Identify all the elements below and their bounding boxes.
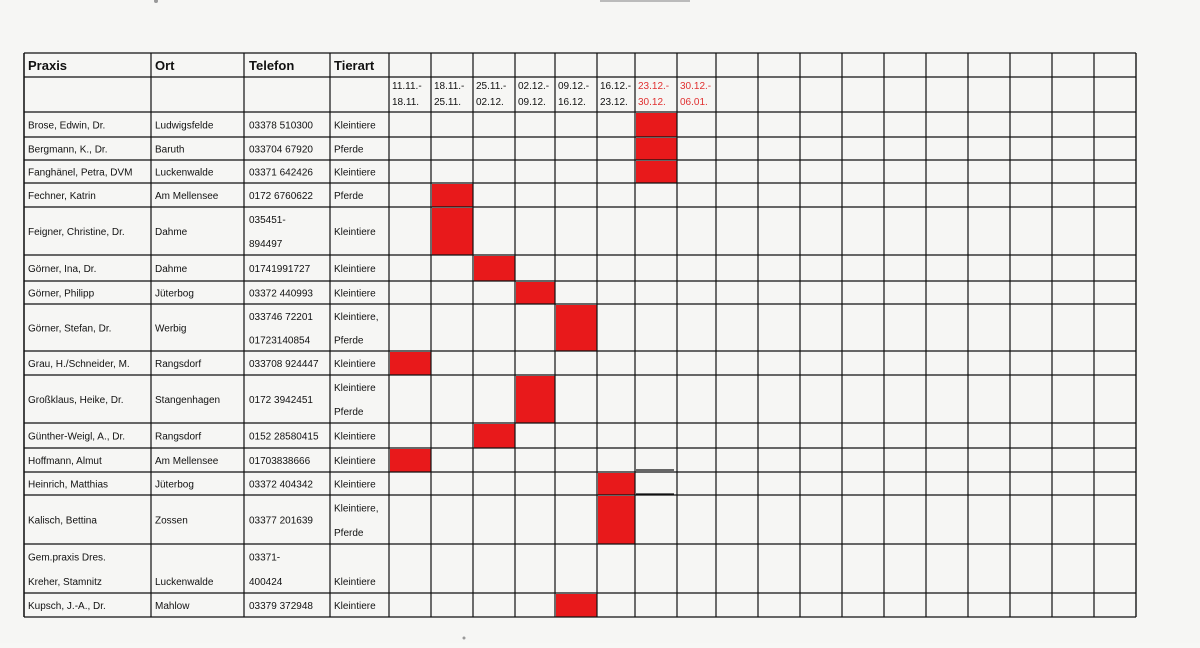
cell-ort: Dahme — [155, 264, 188, 275]
cell-telefon: 03371 642426 — [249, 167, 313, 179]
duty-cell — [556, 594, 597, 617]
duty-cell — [516, 282, 555, 304]
cell-ort: Jüterbog — [155, 288, 194, 300]
cell-ort: Baruth — [155, 144, 185, 156]
duty-cell — [432, 208, 473, 255]
cell-telefon: 033704 67920 — [249, 144, 313, 156]
cell-ort: Mahlow — [155, 601, 190, 612]
cell-telefon: 01703838666 — [249, 456, 311, 467]
cell-praxis: Gem.praxis Dres. — [28, 552, 106, 564]
duty-cell — [474, 256, 515, 281]
duty-cell — [432, 184, 473, 207]
header-ort: Ort — [155, 58, 175, 73]
duty-cell — [636, 138, 677, 160]
duty-cell — [598, 473, 635, 495]
cell-ort: Jüterbog — [155, 479, 194, 491]
cell-telefon: 03379 372948 — [249, 601, 313, 612]
cell-ort: Stangenhagen — [155, 395, 221, 406]
cell-telefon: 0172 6760622 — [249, 191, 313, 202]
cell-telefon: 03371- — [249, 552, 281, 564]
period-from: 02.12.- — [518, 81, 550, 92]
cell-tierart: Kleintiere — [334, 288, 376, 300]
cell-praxis: Grau, H./Schneider, M. — [28, 359, 130, 370]
cell-tierart: Kleintiere, — [334, 311, 379, 323]
period-to: 30.12. — [638, 97, 666, 108]
period-from: 16.12.- — [600, 81, 632, 92]
period-from: 18.11.- — [434, 81, 465, 92]
cell-telefon: 035451- — [249, 215, 286, 226]
header-telefon: Telefon — [249, 58, 295, 73]
cell-tierart: Kleintiere — [334, 359, 376, 370]
cell-telefon: 03378 510300 — [249, 120, 313, 132]
duty-cell — [390, 352, 431, 375]
cell-tierart: Kleintiere — [334, 227, 376, 238]
duty-cell — [556, 305, 597, 351]
cell-praxis: Bergmann, K., Dr. — [28, 144, 108, 156]
cell-tierart: Kleintiere — [334, 576, 376, 588]
cell-telefon: 400424 — [249, 576, 283, 588]
cell-tierart: Kleintiere — [334, 431, 376, 443]
header-tierart: Tierart — [334, 58, 375, 73]
cell-praxis: Brose, Edwin, Dr. — [28, 120, 106, 132]
cell-telefon: 0172 3942451 — [249, 395, 313, 406]
scan-speck — [600, 0, 690, 2]
cell-telefon: 033746 72201 — [249, 311, 313, 323]
duty-cell — [636, 161, 677, 183]
cell-tierart: Kleintiere — [334, 601, 376, 612]
cell-tierart: Kleintiere — [334, 167, 376, 179]
cell-telefon: 03377 201639 — [249, 515, 313, 527]
cell-telefon: 01723140854 — [249, 335, 311, 347]
period-to: 25.11. — [434, 97, 462, 108]
cell-praxis: Kupsch, J.-A., Dr. — [28, 601, 106, 612]
period-from: 11.11.- — [392, 81, 422, 92]
cell-ort: Rangsdorf — [155, 359, 202, 370]
cell-ort: Luckenwalde — [155, 576, 214, 588]
cell-ort: Ludwigsfelde — [155, 120, 214, 132]
cell-praxis: Görner, Ina, Dr. — [28, 264, 97, 275]
cell-praxis: Heinrich, Matthias — [28, 479, 109, 491]
cell-praxis: Görner, Philipp — [28, 288, 95, 300]
duty-cell — [636, 113, 677, 137]
cell-tierart: Pferde — [334, 335, 364, 347]
cell-tierart: Kleintiere — [334, 120, 376, 132]
period-to: 23.12. — [600, 97, 628, 108]
cell-tierart: Kleintiere — [334, 479, 376, 491]
period-to: 16.12. — [558, 97, 586, 108]
cell-praxis: Feigner, Christine, Dr. — [28, 227, 125, 238]
cell-ort: Werbig — [155, 323, 187, 335]
cell-ort: Am Mellensee — [155, 456, 219, 467]
cell-praxis: Großklaus, Heike, Dr. — [28, 395, 124, 406]
duty-cell — [390, 449, 431, 472]
cell-praxis: Kreher, Stamnitz — [28, 576, 102, 588]
duty-cell — [516, 376, 555, 423]
cell-ort: Luckenwalde — [155, 167, 214, 179]
cell-tierart: Kleintiere — [334, 383, 376, 394]
cell-praxis: Hoffmann, Almut — [28, 456, 102, 467]
cell-praxis: Kalisch, Bettina — [28, 515, 97, 527]
cell-tierart: Pferde — [334, 144, 364, 156]
period-to: 02.12. — [476, 97, 504, 108]
cell-tierart: Kleintiere — [334, 456, 376, 467]
period-to: 18.11. — [392, 97, 420, 108]
cell-ort: Rangsdorf — [155, 431, 202, 443]
duty-cell — [598, 496, 635, 544]
cell-telefon: 03372 440993 — [249, 288, 313, 300]
cell-telefon: 894497 — [249, 239, 283, 250]
cell-tierart: Kleintiere — [334, 264, 376, 275]
period-to: 06.01. — [680, 97, 708, 108]
period-from: 23.12.- — [638, 81, 670, 92]
cell-tierart: Pferde — [334, 407, 364, 418]
scan-speck — [463, 637, 466, 640]
duty-cell — [474, 424, 515, 448]
cell-telefon: 033708 924447 — [249, 359, 319, 370]
scan-speck — [154, 0, 158, 3]
cell-tierart: Pferde — [334, 191, 364, 202]
cell-ort: Zossen — [155, 515, 188, 527]
cell-ort: Dahme — [155, 227, 188, 238]
cell-ort: Am Mellensee — [155, 191, 219, 202]
cell-tierart: Pferde — [334, 527, 364, 539]
cell-praxis: Fechner, Katrin — [28, 191, 96, 202]
header-praxis: Praxis — [28, 58, 68, 73]
cell-praxis: Fanghänel, Petra, DVM — [28, 167, 133, 179]
cell-telefon: 03372 404342 — [249, 479, 313, 491]
period-to: 09.12. — [518, 97, 546, 108]
cell-tierart: Kleintiere, — [334, 503, 379, 515]
period-from: 09.12.- — [558, 81, 590, 92]
cell-praxis: Görner, Stefan, Dr. — [28, 323, 112, 335]
cell-telefon: 01741991727 — [249, 264, 311, 275]
period-from: 25.11.- — [476, 81, 507, 92]
cell-praxis: Günther-Weigl, A., Dr. — [28, 431, 126, 443]
period-from: 30.12.- — [680, 81, 712, 92]
cell-telefon: 0152 28580415 — [249, 431, 319, 443]
